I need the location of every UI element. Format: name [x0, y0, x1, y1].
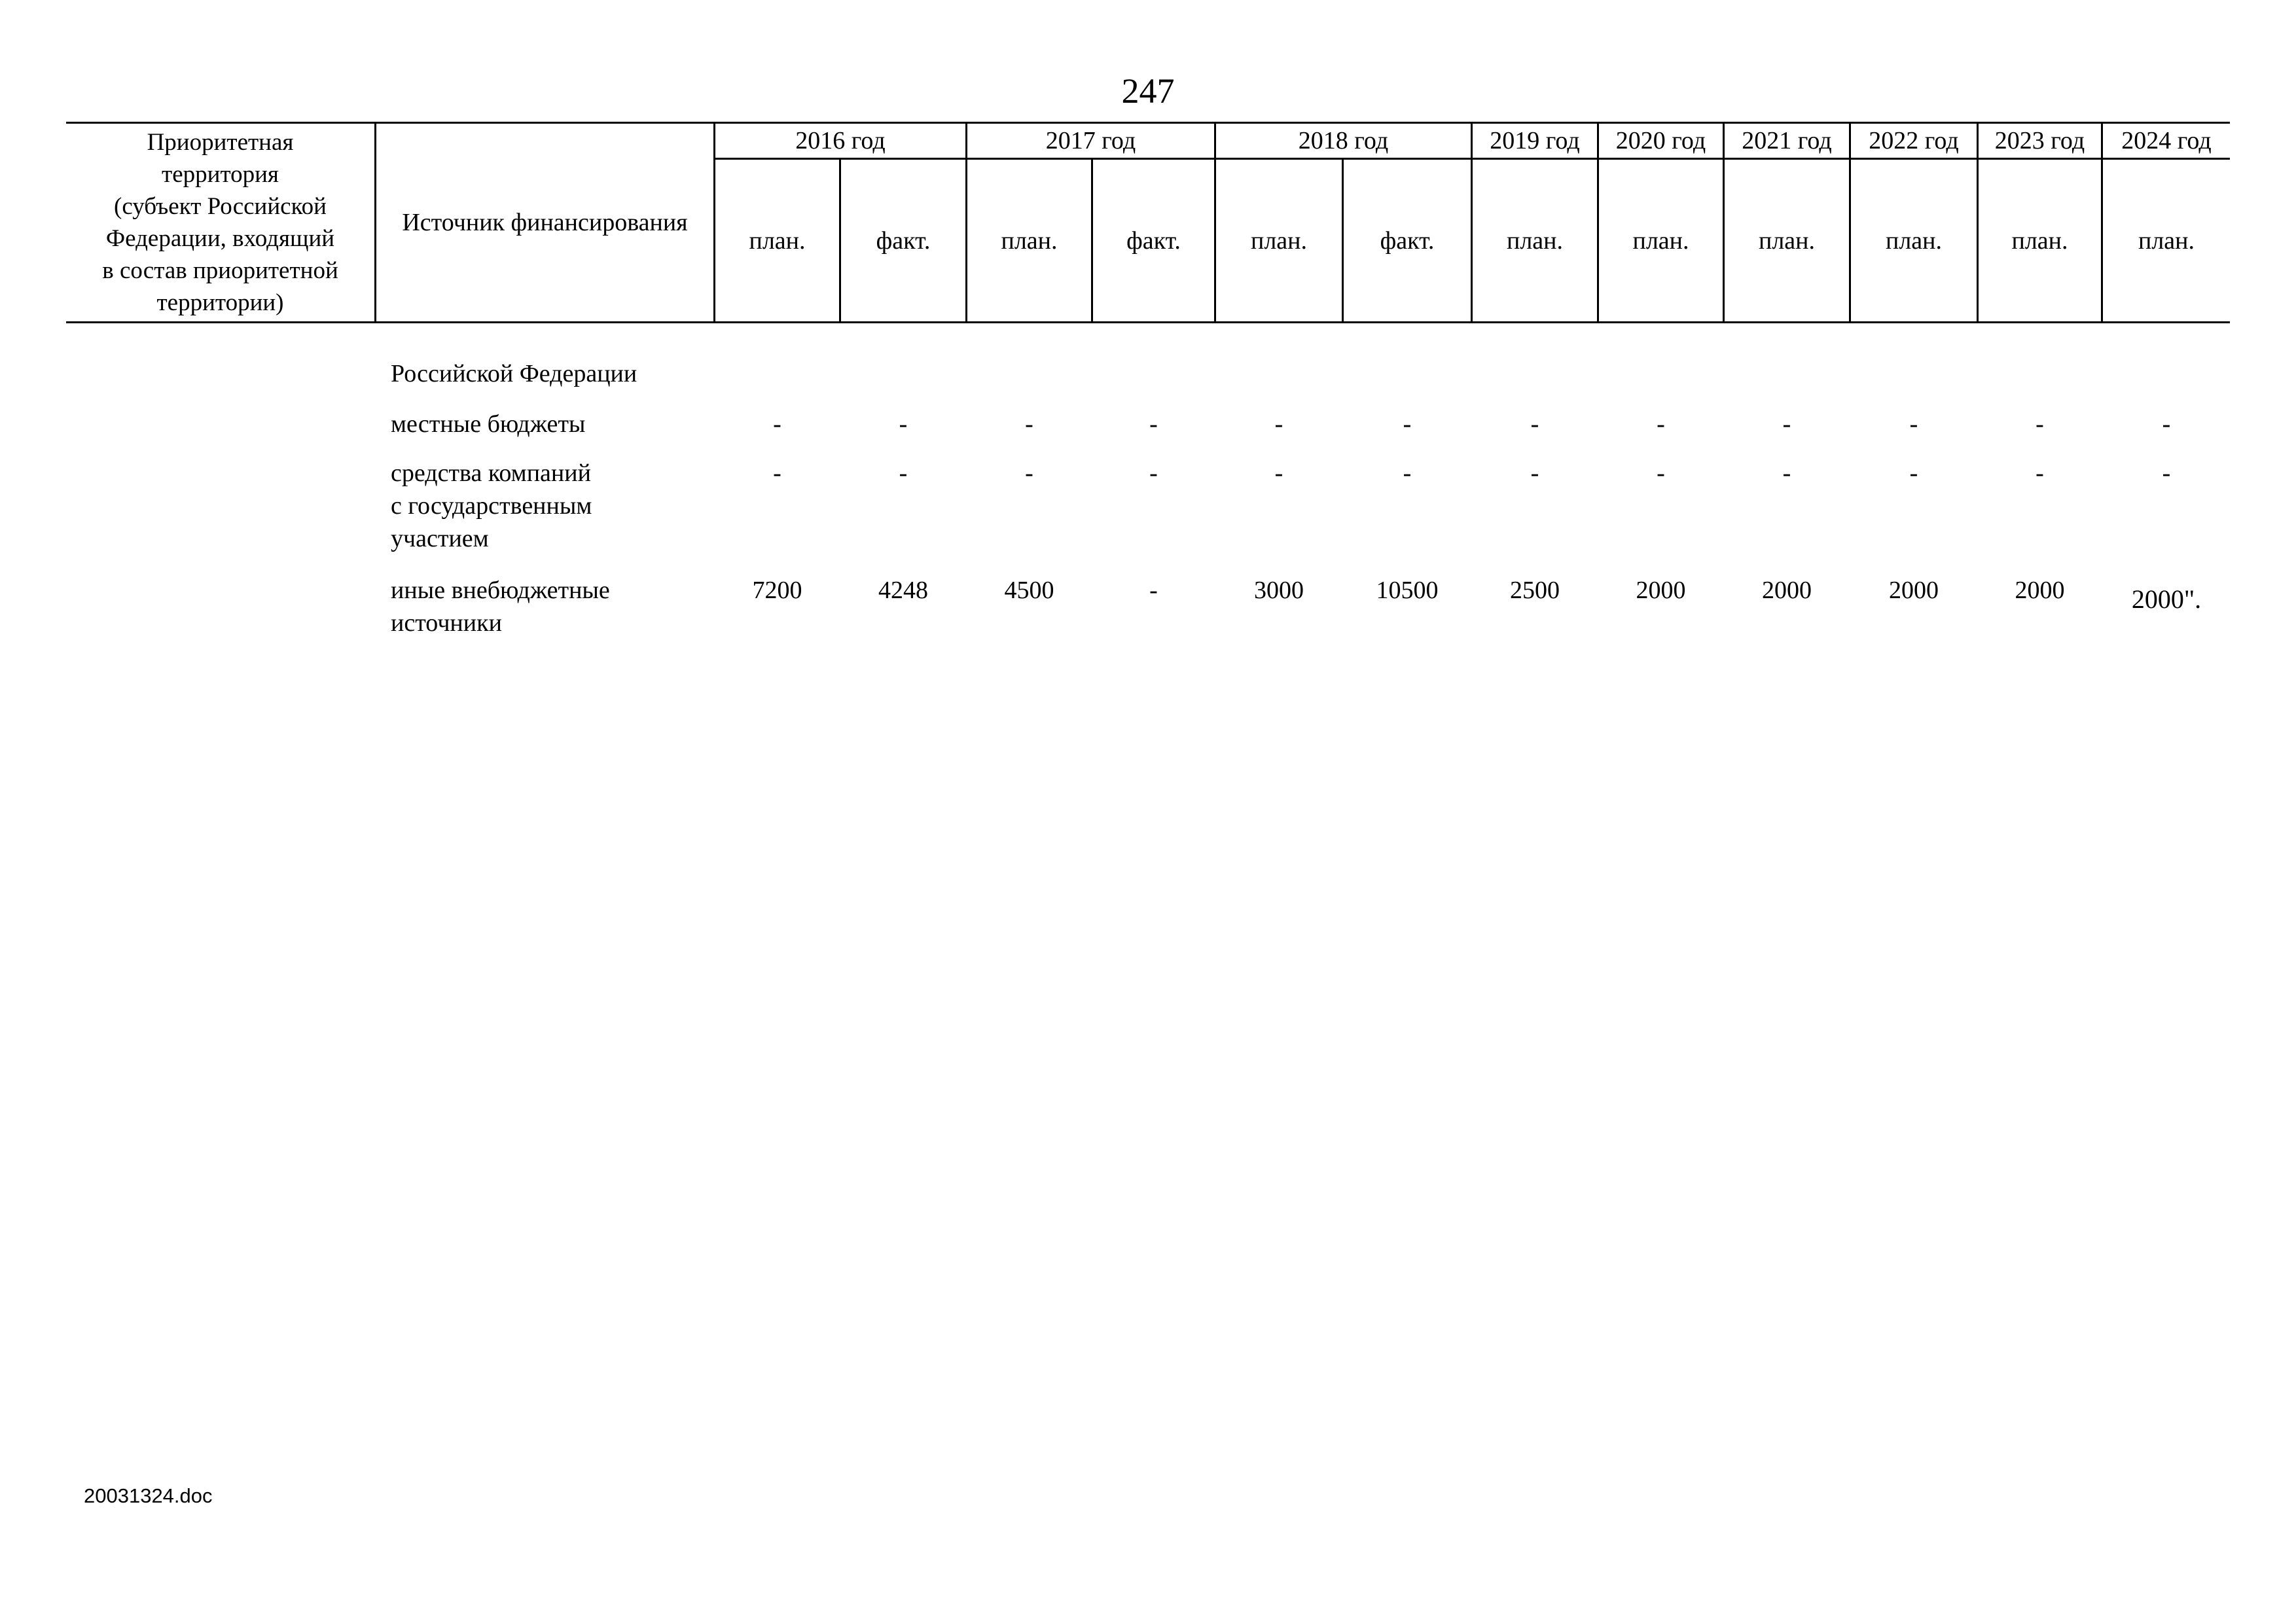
row-label-line: участием: [391, 525, 489, 552]
row-label-line: Российской Федерации: [391, 360, 637, 387]
value-cell: -: [1403, 410, 1412, 438]
header-territory-line-2: территория: [162, 161, 279, 188]
value-cell: -: [2162, 410, 2171, 438]
header-sub-2: факт.: [876, 226, 931, 255]
header-sub-11: план.: [2011, 226, 2068, 255]
value-cell: 10500: [1376, 577, 1439, 604]
header-territory-line-5: в состав приоритетной: [102, 257, 338, 284]
header-year-2017: 2017 год: [1045, 126, 1136, 154]
header-territory: [66, 124, 374, 321]
row-label-state-companies: [391, 457, 592, 555]
value-cell: -: [1274, 410, 1283, 438]
header-source: Источник финансирования: [402, 209, 688, 236]
header-sub-6: факт.: [1380, 226, 1435, 255]
header-year-2016: 2016 год: [795, 126, 886, 154]
value-cell: -: [1149, 410, 1158, 438]
row-label-other-extrabudgetary: [391, 574, 610, 639]
row-label-line: источники: [391, 609, 502, 637]
row-label-line: средства компаний: [391, 459, 591, 487]
table-header-bottom-rule: [66, 321, 2230, 323]
value-cell: -: [1909, 410, 1918, 438]
value-cell: -: [773, 459, 781, 487]
page-number: 247: [1121, 71, 1175, 111]
value-cell: -: [1530, 410, 1539, 438]
value-cell: -: [1025, 459, 1033, 487]
value-cell: -: [2036, 459, 2044, 487]
value-cell: 7200: [752, 577, 802, 604]
value-cell: -: [1782, 459, 1791, 487]
row-label-local-budgets: [391, 408, 585, 440]
row-label-line: местные бюджеты: [391, 410, 586, 438]
header-sub-4: факт.: [1126, 226, 1181, 255]
value-cell: -: [1530, 459, 1539, 487]
row-label-russian-federation: [391, 357, 637, 390]
header-year-2020: 2020 год: [1615, 126, 1706, 154]
header-year-2021: 2021 год: [1742, 126, 1832, 154]
value-cell: -: [1657, 410, 1665, 438]
value-cell: -: [1909, 459, 1918, 487]
header-sub-1: план.: [749, 226, 806, 255]
header-sub-7: план.: [1506, 226, 1563, 255]
header-territory-line-3: (субъект Российской: [114, 193, 327, 220]
value-cell: -: [773, 410, 781, 438]
document-filename: 20031324.doc: [84, 1484, 213, 1507]
value-cell: 4248: [878, 577, 928, 604]
row-label-line: иные внебюджетные: [391, 577, 610, 604]
value-cell: -: [1149, 459, 1158, 487]
header-sub-8: план.: [1632, 226, 1689, 255]
header-sub-9: план.: [1758, 226, 1815, 255]
value-cell: -: [1657, 459, 1665, 487]
value-cell: -: [2162, 459, 2171, 487]
value-cell: 3000: [1254, 577, 1304, 604]
header-sub-10: план.: [1885, 226, 1942, 255]
value-cell: -: [2036, 410, 2044, 438]
header-year-2022: 2022 год: [1869, 126, 1959, 154]
value-cell: -: [1782, 410, 1791, 438]
header-sub-3: план.: [1001, 226, 1058, 255]
row-label-line: с государственным: [391, 492, 592, 520]
header-year-2018: 2018 год: [1298, 126, 1389, 154]
header-year-2024: 2024 год: [2121, 126, 2212, 154]
value-cell: -: [1403, 459, 1412, 487]
value-cell: 2000: [2015, 577, 2065, 604]
value-cell-closing-quote: 2000".: [2131, 584, 2202, 614]
value-cell: -: [1274, 459, 1283, 487]
header-territory-line-4: Федерации, входящий: [105, 225, 335, 252]
value-cell: -: [1025, 410, 1033, 438]
value-cell: 2000: [1889, 577, 1939, 604]
value-cell: -: [899, 459, 908, 487]
value-cell: 2000: [1636, 577, 1686, 604]
value-cell: -: [1149, 577, 1158, 604]
header-year-2019: 2019 год: [1490, 126, 1580, 154]
header-sub-5: план.: [1250, 226, 1307, 255]
header-sub-12: план.: [2138, 226, 2195, 255]
value-cell: -: [899, 410, 908, 438]
header-territory-line-1: Приоритетная: [147, 129, 294, 156]
value-cell: 2000: [1762, 577, 1812, 604]
header-territory-line-6: территории): [156, 289, 284, 316]
value-cell: 2500: [1510, 577, 1560, 604]
header-year-2023: 2023 год: [1994, 126, 2085, 154]
value-cell: 4500: [1004, 577, 1054, 604]
